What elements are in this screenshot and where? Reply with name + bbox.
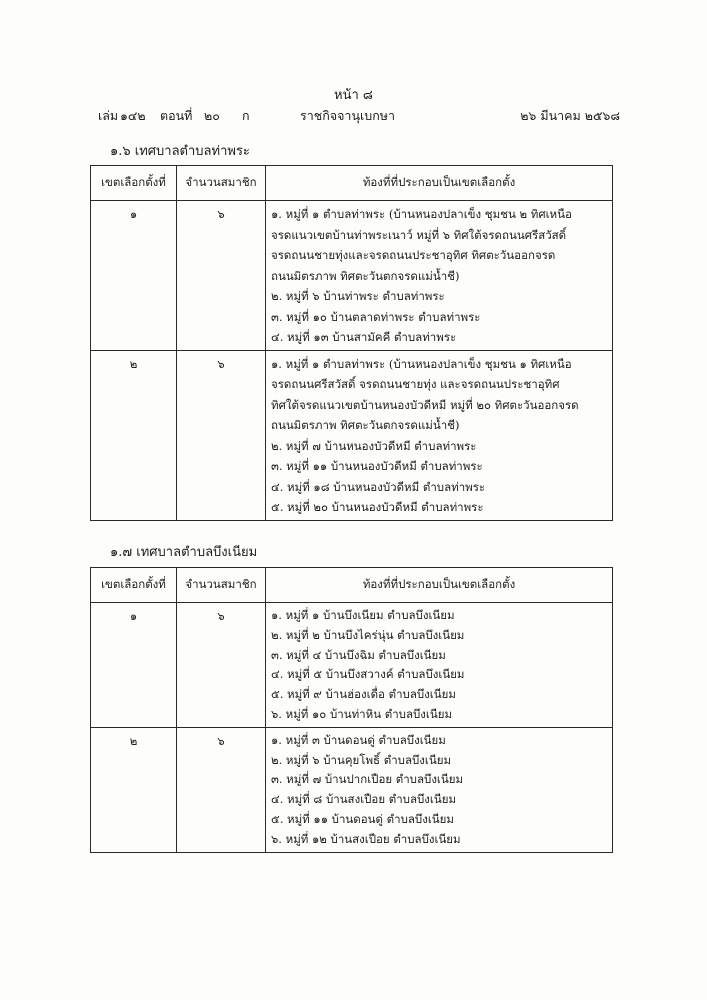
district-number: ๑ — [91, 201, 177, 351]
area-line: ๑. หมู่ที่ ๑ ตำบลท่าพระ (บ้านหนองปลาเข็ง ชุมชน ๒ ทิศเหนือ — [271, 207, 572, 221]
table-header-row — [91, 568, 613, 603]
area-list — [266, 201, 613, 351]
area-line: จรดถนนชายทุ่งและจรดถนนประชาอุทิศ ทิศตะวันออกจรด — [271, 248, 556, 262]
area-line: ๑. หมู่ที่ ๓ บ้านดอนดู่ ตำบลบึงเนียม — [271, 732, 446, 747]
member-count: ๖ — [177, 603, 266, 728]
area-line: ๖. หมู่ที่ ๑๒ บ้านสงเปือย ตำบลบึงเนียม — [271, 831, 461, 846]
district-table — [90, 567, 613, 853]
area-line: จรดถนนศรีสวัสดิ์ จรดถนนชายทุ่ง และจรดถนนประชาอุทิศ — [271, 377, 560, 391]
table-row — [91, 727, 613, 852]
area-list — [266, 350, 613, 520]
column-header-members: จำนวนสมาชิก — [177, 166, 266, 201]
table-row — [91, 603, 613, 728]
district-number: ๒ — [91, 350, 177, 520]
member-count: ๖ — [177, 727, 266, 852]
area-line: ๕. หมู่ที่ ๙ บ้านฮ่องเดื่อ ตำบลบึงเนียม — [271, 687, 456, 702]
area-line: ๓. หมู่ที่ ๑๐ บ้านตลาดท่าพระ ตำบลท่าพระ — [271, 309, 481, 324]
column-header-members: จำนวนสมาชิก — [177, 568, 266, 603]
area-line: ๔. หมู่ที่ ๑๓ บ้านสามัคคี ตำบลท่าพระ — [271, 330, 457, 344]
table-header-row — [91, 166, 613, 201]
district-number: ๒ — [91, 727, 177, 852]
area-line: ๓. หมู่ที่ ๑๑ บ้านหนองบัวดีหมี ตำบลท่าพระ — [271, 459, 483, 473]
part-label: ตอนที่ — [160, 108, 193, 123]
area-list — [266, 603, 613, 728]
volume-number: ๑๔๒ — [120, 108, 146, 123]
area-line: ๔. หมู่ที่ ๑๘ บ้านหนองบัวดีหมี ตำบลท่าพระ — [271, 479, 486, 494]
column-header-district: เขตเลือกตั้งที่ — [91, 568, 177, 603]
area-line: ๕. หมู่ที่ ๒๐ บ้านหนองบัวดีหมี ตำบลท่าพระ — [271, 500, 484, 514]
area-list — [266, 727, 613, 852]
area-line: ถนนมิตรภาพ ทิศตะวันตกจรดแม่น้ำชี) — [271, 418, 460, 432]
publish-date: ๒๖ มีนาคม ๒๕๖๘ — [520, 108, 620, 123]
area-line: ๒. หมู่ที่ ๖ บ้านท่าพระ ตำบลท่าพระ — [271, 289, 445, 303]
district-table — [90, 165, 613, 521]
area-line: ๑. หมู่ที่ ๑ บ้านบึงเนียม ตำบลบึงเนียม — [271, 608, 455, 622]
section-title: ๑.๖ เทศบาลตำบลท่าพระ — [110, 144, 250, 159]
area-line: ๒. หมู่ที่ ๗ บ้านหนองบัวดีหมี ตำบลท่าพระ — [271, 438, 477, 453]
gazette-header — [98, 106, 620, 124]
district-number: ๑ — [91, 603, 177, 728]
gazette-name: ราชกิจจานุเบกษา — [300, 108, 396, 123]
area-line: ทิศใต้จรดแนวเขตบ้านหนองบัวดีหมี หมู่ที่ ๒๐ ทิศตะวันออกจรด — [271, 397, 579, 412]
area-line: ๒. หมู่ที่ ๒ บ้านบึงไคร่นุ่น ตำบลบึงเนียม — [271, 627, 465, 642]
page-number: หน้า ๘ — [334, 88, 373, 103]
table-row — [91, 201, 613, 351]
member-count: ๖ — [177, 201, 266, 351]
area-line: ๑. หมู่ที่ ๑ ตำบลท่าพระ (บ้านหนองปลาเข็ง ชุมชน ๑ ทิศเหนือ — [271, 356, 572, 371]
column-header-areas: ท้องที่ที่ประกอบเป็นเขตเลือกตั้ง — [266, 568, 613, 603]
area-line: ๒. หมู่ที่ ๖ บ้านคุยโพธิ์ ตำบลบึงเนียม — [271, 752, 452, 767]
part-number: ๒๐ — [204, 108, 220, 123]
section-title: ๑.๗ เทศบาลตำบลบึงเนียม — [110, 545, 258, 560]
area-line: จรดแนวเขตบ้านท่าพระเนาว์ หมู่ที่ ๖ ทิศใต้จรดถนนศรีสวัสดิ์ — [271, 227, 567, 242]
area-line: ๓. หมู่ที่ ๔ บ้านบึงฉิม ตำบลบึงเนียม — [271, 647, 446, 662]
member-count: ๖ — [177, 350, 266, 520]
volume-label: เล่ม — [98, 108, 119, 123]
area-line: ถนนมิตรภาพ ทิศตะวันตกจรดแม่น้ำชี) — [271, 268, 460, 283]
table-row — [91, 350, 613, 520]
area-line: ๔. หมู่ที่ ๘ บ้านสงเปือย ตำบลบึงเนียม — [271, 792, 457, 807]
area-line: ๕. หมู่ที่ ๑๑ บ้านดอนดู่ ตำบลบึงเนียม — [271, 811, 454, 826]
column-header-areas: ท้องที่ที่ประกอบเป็นเขตเลือกตั้ง — [266, 166, 613, 201]
part-suffix: ก — [242, 108, 250, 123]
area-line: ๖. หมู่ที่ ๑๐ บ้านท่าหิน ตำบลบึงเนียม — [271, 706, 453, 721]
area-line: ๓. หมู่ที่ ๗ บ้านปากเปือย ตำบลบึงเนียม — [271, 772, 464, 787]
area-line: ๔. หมู่ที่ ๕ บ้านบึงสวางค์ ตำบลบึงเนียม — [271, 667, 465, 682]
column-header-district: เขตเลือกตั้งที่ — [91, 166, 177, 201]
